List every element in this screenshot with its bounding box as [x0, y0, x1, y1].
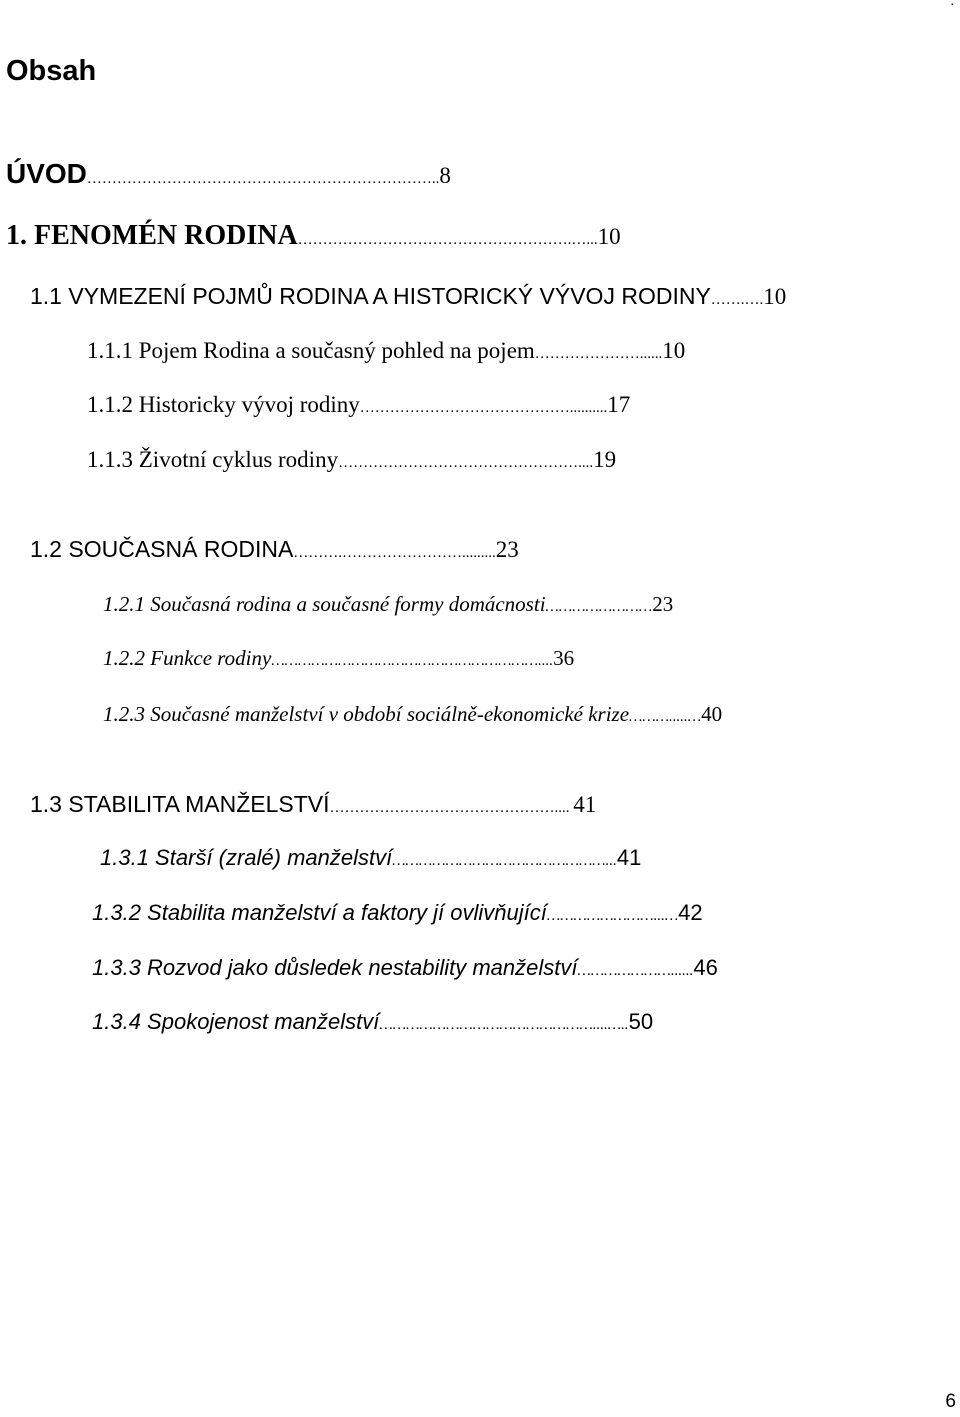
toc-leader: …………………………………………....	[338, 455, 594, 471]
corner-mark: .	[950, 0, 954, 9]
toc-page-number: 10	[662, 338, 686, 363]
toc-page-number: 19	[593, 447, 617, 472]
toc-entry-uvod[interactable]	[6, 157, 954, 191]
toc-entry-title: ÚVOD	[6, 158, 87, 189]
toc-entry-1-2-2[interactable]	[103, 641, 956, 675]
toc-leader: ………………………………………....	[329, 800, 574, 816]
toc-leader: ……….…………………….........	[293, 545, 496, 561]
toc-entry-1-2-1[interactable]	[103, 587, 956, 621]
toc-page-number: 36	[553, 646, 575, 670]
toc-entry-title: 1.1.1 Pojem Rodina a současný pohled na pojem	[87, 338, 535, 363]
toc-page-number: 46	[693, 955, 718, 980]
toc-page-number: 17	[607, 392, 631, 417]
toc-leader: ……………………………………………….…...	[297, 232, 598, 248]
toc-entry-title: 1.3.3 Rozvod jako důsledek nestability manželství	[92, 955, 578, 980]
toc-entry-title: 1.1 VYMEZENÍ POJMŮ RODINA A HISTORICKÝ VÝVOJ RODINY	[30, 283, 711, 309]
toc-entry-1-1-3[interactable]	[87, 443, 956, 477]
toc-page-number: 10	[597, 224, 621, 249]
toc-entry-1-3-1[interactable]	[100, 841, 956, 875]
toc-leader: …………………………………………...	[392, 853, 617, 869]
toc-entry-title: 1.3 STABILITA MANŽELSTVÍ	[30, 791, 330, 817]
toc-entry-title: 1.1.2 Historicky vývoj rodiny	[87, 392, 360, 417]
toc-entry-1-3[interactable]	[30, 787, 956, 821]
toc-leader: …………………......	[534, 346, 663, 362]
toc-entry-1-2[interactable]	[30, 532, 956, 566]
toc-page-number: 41	[616, 845, 642, 870]
toc-page-number: 23	[495, 537, 519, 562]
toc-entry-title: 1.2.2 Funkce rodiny	[103, 646, 272, 670]
page-number: 6	[945, 1391, 956, 1412]
toc-entry-title: 1.1.3 Životní cyklus rodiny	[87, 447, 339, 472]
toc-entry-title: 1.2.1 Současná rodina a současné formy domácnosti	[103, 592, 546, 616]
toc-page-number: 40	[701, 702, 723, 726]
toc-entry-title: 1.3.1 Starší (zralé) manželství	[100, 845, 393, 870]
toc-entry-1-1-1[interactable]	[87, 334, 956, 368]
toc-entry-1-3-3[interactable]	[92, 951, 956, 985]
toc-page-number: 8	[439, 163, 451, 188]
toc-entry-title: 1.3.4 Spokojenost manželství	[92, 1009, 380, 1034]
toc-page-number: 23	[652, 592, 674, 616]
toc-page-number: 42	[678, 900, 703, 925]
toc-leader: ……………………………………..........	[359, 400, 608, 416]
toc-entry-1-2-3[interactable]	[103, 697, 956, 731]
toc-entry-title: 1.3.2 Stabilita manželství a faktory jí ovlivňující	[92, 900, 547, 925]
toc-leader: ……………………...…	[546, 908, 679, 924]
toc-entry-1-1[interactable]	[30, 279, 956, 313]
toc-leader: ……………………………………………………....	[271, 653, 554, 669]
toc-leader: …….….	[710, 292, 764, 308]
toc-leader: ……………………	[545, 599, 653, 615]
toc-entry-title: 1. FENOMÉN RODINA	[6, 220, 298, 251]
toc-entry-title: 1.2 SOUČASNÁ RODINA	[30, 536, 294, 562]
toc-leader: ……….....…	[629, 709, 702, 725]
toc-leader: …………………......	[577, 963, 694, 979]
toc-page-number: 10	[763, 284, 787, 309]
toc-leader: ……………………………………………………………..	[86, 171, 440, 187]
toc-leader: …………………………………………....…..	[379, 1017, 629, 1033]
page-title: Obsah	[6, 55, 97, 87]
toc-page-number: 41	[573, 792, 597, 817]
toc-entry-title: 1.2.3 Současné manželství v období sociálně-ekonomické krize	[103, 702, 630, 726]
toc-page-number: 50	[628, 1009, 654, 1034]
toc-entry-1-3-2[interactable]	[92, 896, 956, 930]
toc-entry-1-1-2[interactable]	[87, 388, 956, 422]
toc-entry-1-3-4[interactable]	[92, 1005, 956, 1039]
toc-entry-fenomen-rodina[interactable]	[6, 219, 956, 253]
